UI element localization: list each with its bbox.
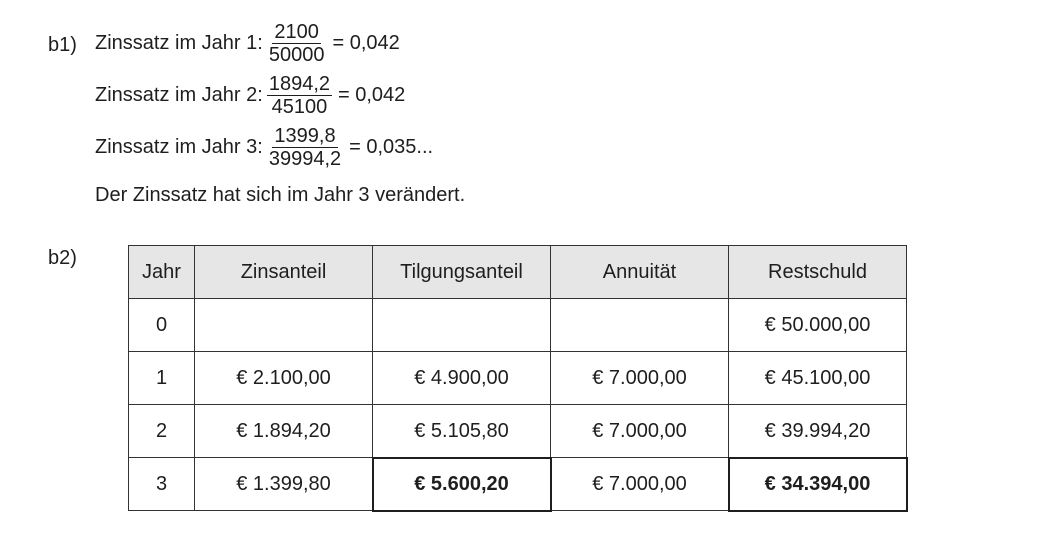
fraction-numerator: 1399,8 — [274, 125, 336, 147]
table-header-row — [129, 246, 907, 299]
table-cell: 2 — [129, 405, 195, 458]
table-cell: 3 — [129, 458, 195, 511]
part-b1-label: b1) — [48, 34, 77, 56]
table-cell: 1 — [129, 352, 195, 405]
table-cell: 0 — [129, 299, 195, 352]
table-cell — [195, 299, 373, 352]
table-cell: € 39.994,20 — [729, 405, 907, 458]
table-cell: € 7.000,00 — [551, 405, 729, 458]
table-cell: € 5.105,80 — [373, 405, 551, 458]
table-row — [129, 299, 907, 352]
part-b2-label: b2) — [48, 247, 77, 269]
table-cell: € 7.000,00 — [551, 352, 729, 405]
table-cell: € 7.000,00 — [551, 458, 729, 511]
fraction — [267, 22, 327, 65]
line-result: = 0,042 — [338, 84, 406, 106]
fraction-numerator: 2100 — [274, 21, 319, 43]
fraction — [267, 74, 332, 117]
fraction-denominator: 50000 — [268, 44, 325, 66]
column-header-repayment: Tilgungsanteil — [373, 246, 551, 299]
interest-rate-line-year-3 — [95, 126, 433, 169]
line-result: = 0,042 — [332, 32, 400, 54]
table-row — [129, 458, 907, 511]
fraction-numerator: 1894,2 — [268, 73, 330, 95]
column-header-remaining-debt: Restschuld — [729, 246, 907, 299]
table-cell: € 1.894,20 — [195, 405, 373, 458]
table-cell: € 2.100,00 — [195, 352, 373, 405]
table-row — [129, 405, 907, 458]
table-cell: € 45.100,00 — [729, 352, 907, 405]
highlighted-answer-cell-remaining-debt: € 34.394,00 — [729, 458, 907, 511]
fraction-denominator: 45100 — [271, 96, 328, 118]
interest-rate-line-year-1 — [95, 22, 400, 65]
table-cell — [373, 299, 551, 352]
fraction — [267, 126, 343, 169]
line-prefix: Zinssatz im Jahr 2: — [95, 84, 263, 106]
table-row — [129, 352, 907, 405]
table-cell: € 4.900,00 — [373, 352, 551, 405]
column-header-annuity: Annuität — [551, 246, 729, 299]
fraction-denominator: 39994,2 — [268, 148, 342, 170]
column-header-interest: Zinsanteil — [195, 246, 373, 299]
line-prefix: Zinssatz im Jahr 1: — [95, 32, 263, 54]
table-cell: € 50.000,00 — [729, 299, 907, 352]
highlighted-answer-cell-repayment: € 5.600,20 — [373, 458, 551, 511]
amortization-table — [128, 245, 907, 511]
line-result: = 0,035... — [349, 136, 434, 158]
conclusion-text: Der Zinssatz hat sich im Jahr 3 verändert. — [95, 184, 466, 206]
line-prefix: Zinssatz im Jahr 3: — [95, 136, 263, 158]
table-cell — [551, 299, 729, 352]
table-cell: € 1.399,80 — [195, 458, 373, 511]
interest-rate-line-year-2 — [95, 74, 405, 117]
column-header-year: Jahr — [129, 246, 195, 299]
